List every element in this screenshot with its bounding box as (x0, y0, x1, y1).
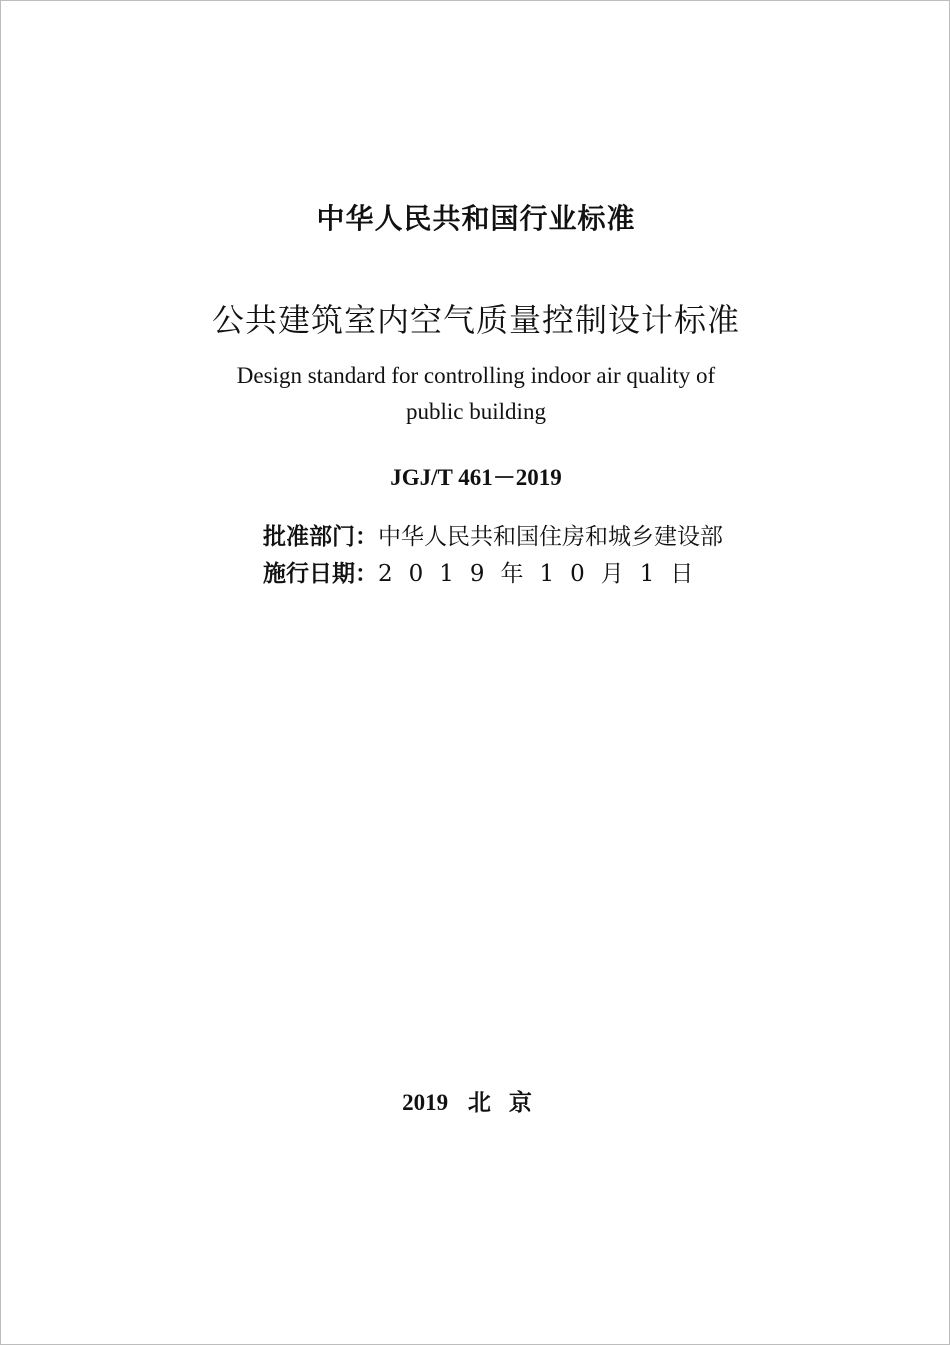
document-title-english-line-2: public building (406, 399, 546, 424)
document-title-chinese: 公共建筑室内空气质量控制设计标准 (211, 301, 740, 339)
imprint-place: 北京 (467, 1090, 550, 1116)
document-title-english-line-1: Design standard for controlling indoor air quality of (236, 363, 716, 388)
standard-code: JGJ/T 461－2019 (390, 465, 562, 490)
publication-imprint (1, 1084, 950, 1117)
standard-series-heading: 中华人民共和国行业标准 (316, 202, 636, 235)
effective-date-row (263, 556, 723, 593)
approval-department-value: 中华人民共和国住房和城乡建设部 (378, 524, 723, 550)
effective-date-label: 施行日期： (263, 561, 378, 587)
approval-info-block (263, 519, 723, 593)
effective-date-value: 2019年10月1日 (378, 561, 710, 587)
approval-department-row (263, 519, 723, 556)
imprint-year: 2019 (402, 1090, 449, 1115)
approval-department-label: 批准部门： (263, 524, 378, 550)
